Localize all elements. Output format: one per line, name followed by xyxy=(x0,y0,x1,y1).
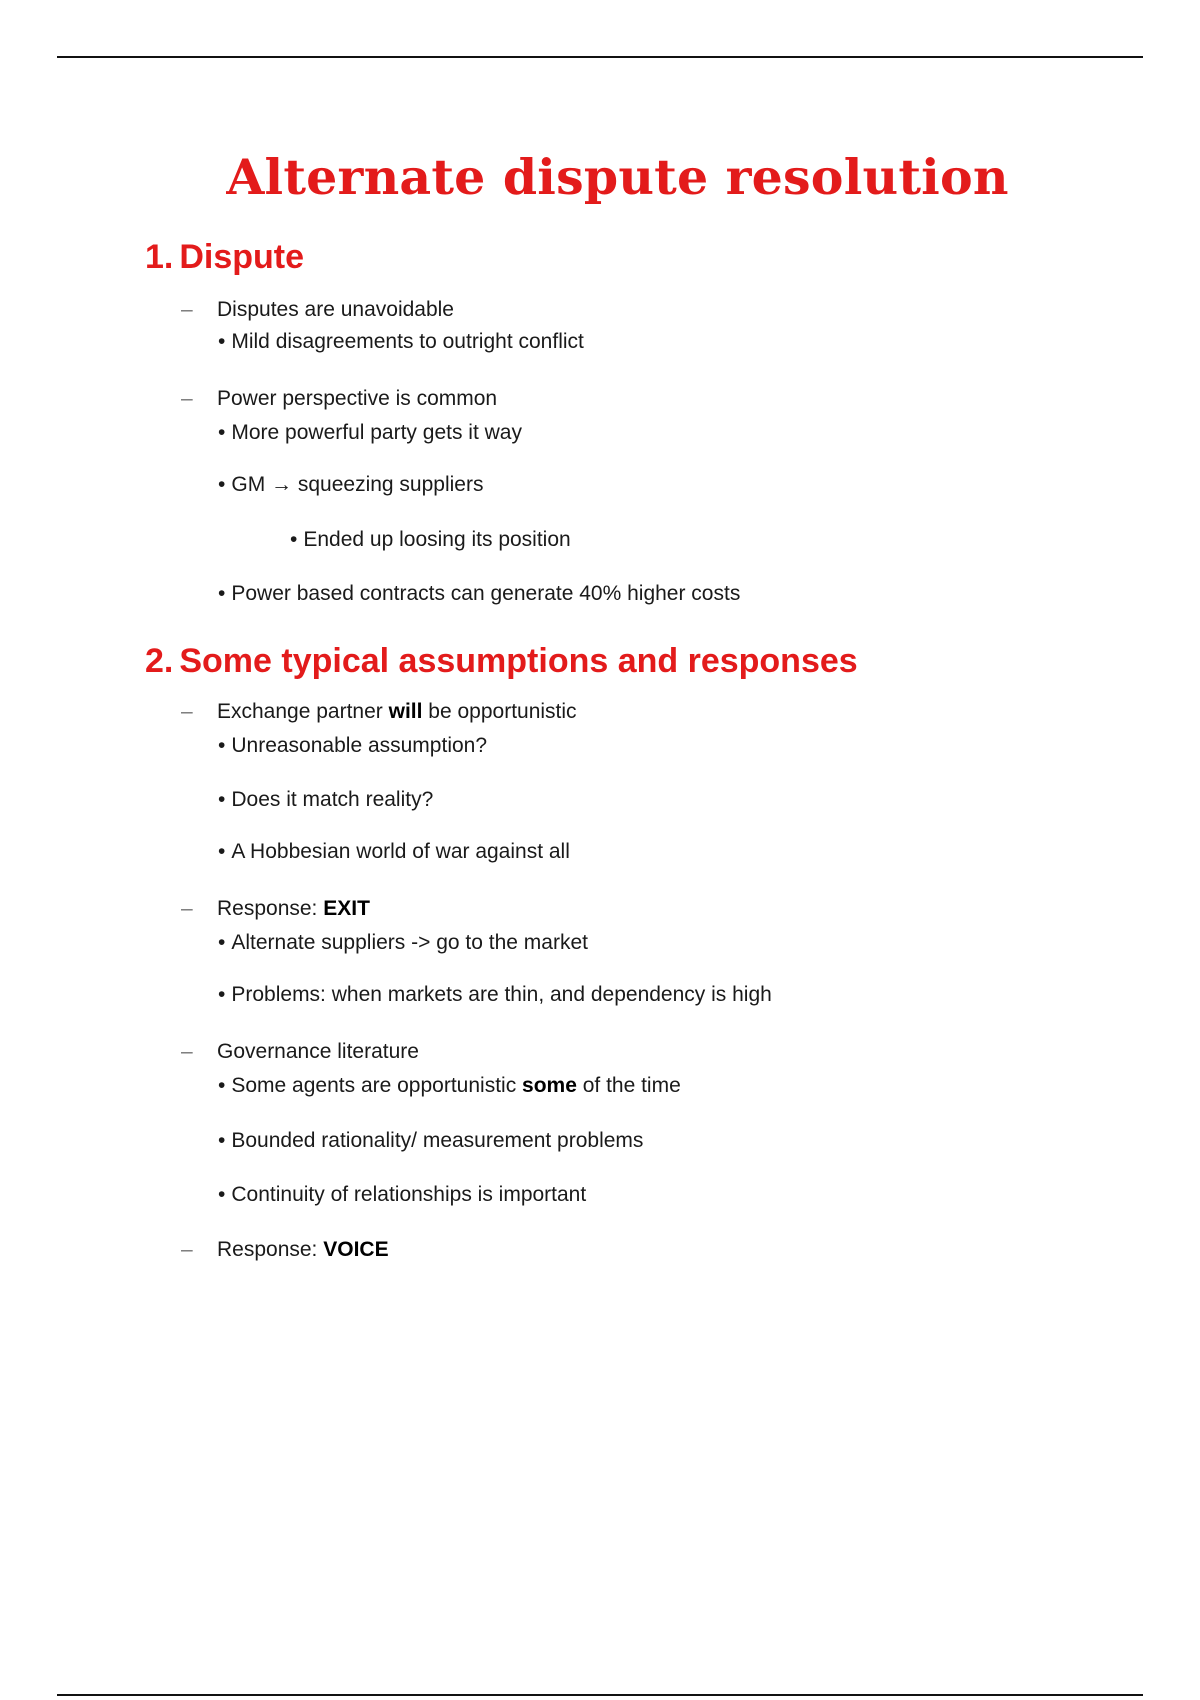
list-item-text: GM → squeezing suppliers xyxy=(231,473,484,496)
emphasis-text: will xyxy=(388,700,423,723)
list-item-text: be opportunistic xyxy=(422,700,577,723)
list-item xyxy=(218,788,433,812)
list-item xyxy=(181,700,577,724)
bullet-icon: • xyxy=(218,931,226,954)
top-rule xyxy=(57,56,1143,58)
list-item xyxy=(181,387,497,411)
list-item xyxy=(218,931,588,955)
bullet-icon: • xyxy=(218,788,226,811)
list-item-text: Response: xyxy=(217,897,324,920)
section-heading-assumptions xyxy=(145,642,858,681)
dash-icon: – xyxy=(181,298,193,321)
list-item xyxy=(218,840,570,864)
list-item xyxy=(218,1129,643,1153)
list-item-text: More powerful party gets it way xyxy=(231,421,522,444)
page-title: Alternate dispute resolution xyxy=(226,148,1009,206)
bullet-icon: • xyxy=(218,1183,226,1206)
list-item xyxy=(218,983,772,1007)
dash-icon: – xyxy=(181,1238,193,1261)
list-item-text: Unreasonable assumption? xyxy=(231,734,488,757)
list-item-text: Mild disagreements to outright conflict xyxy=(231,330,584,353)
list-item xyxy=(218,734,487,758)
list-item-text: Bounded rationality/ measurement problems xyxy=(231,1129,644,1152)
dash-icon: – xyxy=(181,387,193,410)
list-item-text: A Hobbesian world of war against all xyxy=(231,840,570,863)
list-item xyxy=(181,1238,389,1262)
bullet-icon: • xyxy=(218,1129,226,1152)
list-item xyxy=(181,298,454,322)
list-item-text: Exchange partner xyxy=(217,700,389,723)
bullet-icon: • xyxy=(290,528,298,551)
list-item-text: Disputes are unavoidable xyxy=(217,298,454,321)
bullet-icon: • xyxy=(218,1074,226,1097)
section-title: Some typical assumptions and responses xyxy=(179,642,858,680)
list-item xyxy=(218,473,483,497)
emphasis-text: VOICE xyxy=(323,1238,389,1261)
dash-icon: – xyxy=(181,1040,193,1063)
list-item xyxy=(218,330,584,354)
emphasis-text: some xyxy=(522,1074,577,1097)
list-item-text: Some agents are opportunistic xyxy=(231,1074,523,1097)
list-item xyxy=(290,528,571,552)
list-item-text: Problems: when markets are thin, and dependency is high xyxy=(231,983,772,1006)
list-item-text: Response: xyxy=(217,1238,324,1261)
list-item-text: Continuity of relationships is important xyxy=(231,1183,587,1206)
emphasis-text: EXIT xyxy=(323,897,370,920)
list-item xyxy=(218,582,740,606)
list-item-text: Governance literature xyxy=(217,1040,419,1063)
bullet-icon: • xyxy=(218,421,226,444)
bottom-rule xyxy=(57,1694,1143,1696)
list-item xyxy=(218,1183,586,1207)
bullet-icon: • xyxy=(218,840,226,863)
section-number: 1. xyxy=(145,238,174,276)
list-item-text: of the time xyxy=(576,1074,681,1097)
list-item-text: Power perspective is common xyxy=(217,387,498,410)
list-item xyxy=(218,421,522,445)
section-title: Dispute xyxy=(179,238,305,276)
list-item-text: Power based contracts can generate 40% higher costs xyxy=(231,582,741,605)
section-number: 2. xyxy=(145,642,174,680)
dash-icon: – xyxy=(181,897,193,920)
list-item-text: Alternate suppliers -> go to the market xyxy=(231,931,588,954)
section-heading-dispute xyxy=(145,238,304,277)
list-item-text: Ended up loosing its position xyxy=(303,528,571,551)
bullet-icon: • xyxy=(218,473,226,496)
bullet-icon: • xyxy=(218,582,226,605)
list-item xyxy=(181,1040,419,1064)
bullet-icon: • xyxy=(218,734,226,757)
bullet-icon: • xyxy=(218,983,226,1006)
bullet-icon: • xyxy=(218,330,226,353)
list-item xyxy=(218,1074,681,1098)
list-item xyxy=(181,897,370,921)
list-item-text: Does it match reality? xyxy=(231,788,434,811)
dash-icon: – xyxy=(181,700,193,723)
